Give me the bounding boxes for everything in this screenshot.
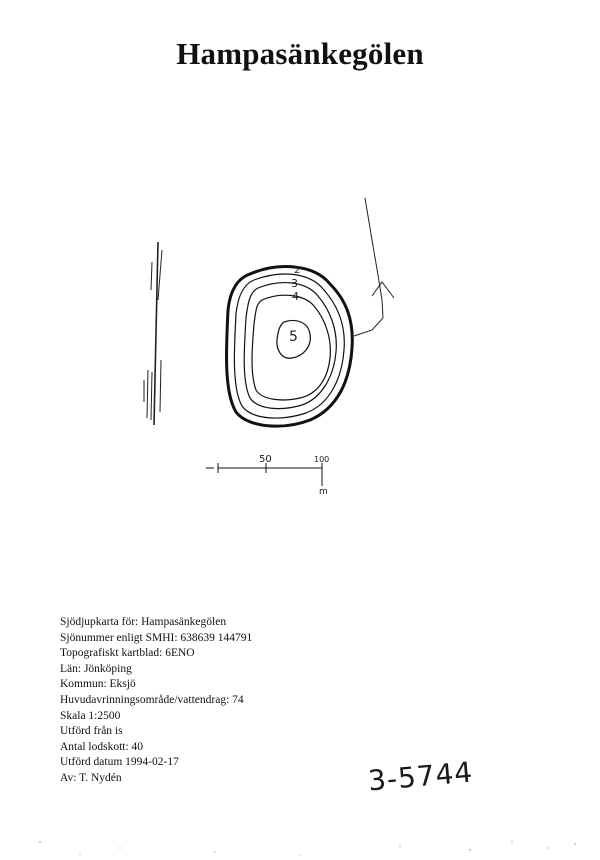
depth-contours [226,267,352,427]
depth-label-3: 3 [291,277,298,290]
depth-contour-3 [244,283,336,409]
road-lines [144,242,162,425]
scale-label-100: 100 [314,455,330,464]
info-county: Län: Jönköping [60,662,132,675]
scan-noise [39,841,575,855]
info-lake-name: Sjödjupkarta för: Hampasänkegölen [60,616,227,628]
info-survey-date: Utförd datum 1994-02-17 [60,756,179,769]
depth-label-4: 4 [292,290,299,303]
scale-label-50: 50 [259,454,272,465]
map-info-block [60,615,252,787]
shoreline-contour [226,267,352,427]
info-scale: Skala 1:2500 [60,709,121,722]
scale-unit: m [319,487,328,497]
scale-bar [206,463,322,486]
info-drainage-area: Huvudavrinningsområde/vattendrag: 74 [60,693,244,706]
depth-label-2: 2 [294,265,301,276]
info-municipality: Kommun: Eksjö [60,678,136,691]
map-title: Hampasänkegölen [176,36,424,71]
depth-contour-4 [252,295,330,400]
info-topographic-sheet: Topografiskt kartblad: 6ENO [60,647,195,660]
handwritten-reference: 3-5744 [366,755,475,798]
inlet-stream [354,198,394,336]
info-soundings: Antal lodskott: 40 [60,740,144,753]
info-surveyor: Av: T. Nydén [60,771,122,784]
info-lake-number: Sjönummer enligt SMHI: 638639 144791 [60,631,253,644]
info-survey-method: Utförd från is [60,725,123,738]
depth-label-5: 5 [289,329,298,345]
